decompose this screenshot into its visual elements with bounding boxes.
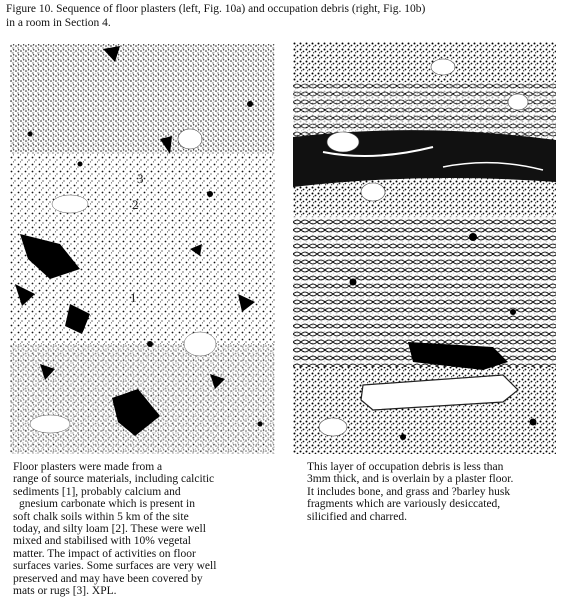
figure-caption bbox=[6, 2, 546, 30]
left-text-line: mats or rugs [3]. XPL. bbox=[13, 585, 117, 598]
occupation-debris-image bbox=[293, 42, 556, 454]
left-text-line: surfaces varies. Some surfaces are very well bbox=[13, 560, 217, 573]
left-text-line: gnesium carbonate which is present in bbox=[19, 498, 195, 511]
occupation-debris-description bbox=[307, 461, 557, 523]
right-text-line: This layer of occupation debris is less than bbox=[307, 461, 504, 473]
layer-label-1: 1 bbox=[130, 290, 137, 305]
occupation-debris-micrograph bbox=[293, 42, 556, 454]
right-text-line: fragments which are variously desiccated, bbox=[307, 498, 501, 511]
left-text-line: soft chalk soils within 5 km of the site bbox=[13, 510, 189, 523]
floor-plasters-micrograph bbox=[10, 44, 275, 454]
floor-plasters-image bbox=[10, 44, 275, 454]
floor-plasters-description bbox=[13, 461, 283, 597]
right-text-line: 3mm thick, and is overlain by a plaster floor. bbox=[307, 473, 514, 486]
caption-line-1: Figure 10. Sequence of floor plasters (left, Fig. 10a) and occupation debris (right, Fig. 10b) bbox=[6, 3, 426, 15]
left-text-line: mixed and stabilised with 10% vegetal bbox=[13, 535, 191, 548]
left-text-line: Floor plasters were made from a bbox=[13, 461, 163, 473]
left-text-line: sediments [1], probably calcium and bbox=[13, 485, 181, 498]
left-text-line: range of source materials, including calcitic bbox=[13, 473, 215, 486]
left-text-line: today, and silty loam [2]. These were well bbox=[13, 523, 206, 536]
right-text-line: silicified and charred. bbox=[307, 510, 407, 523]
layer-label-2: 2 bbox=[132, 197, 139, 212]
right-text-line: It includes bone, and grass and ?barley husk bbox=[307, 485, 511, 498]
left-text-line: preserved and may have been covered by bbox=[13, 572, 203, 585]
left-text-line: matter. The impact of activities on floor bbox=[13, 547, 196, 560]
caption-line-2: in a room in Section 4. bbox=[6, 17, 111, 29]
layer-label-3: 3 bbox=[137, 171, 144, 186]
